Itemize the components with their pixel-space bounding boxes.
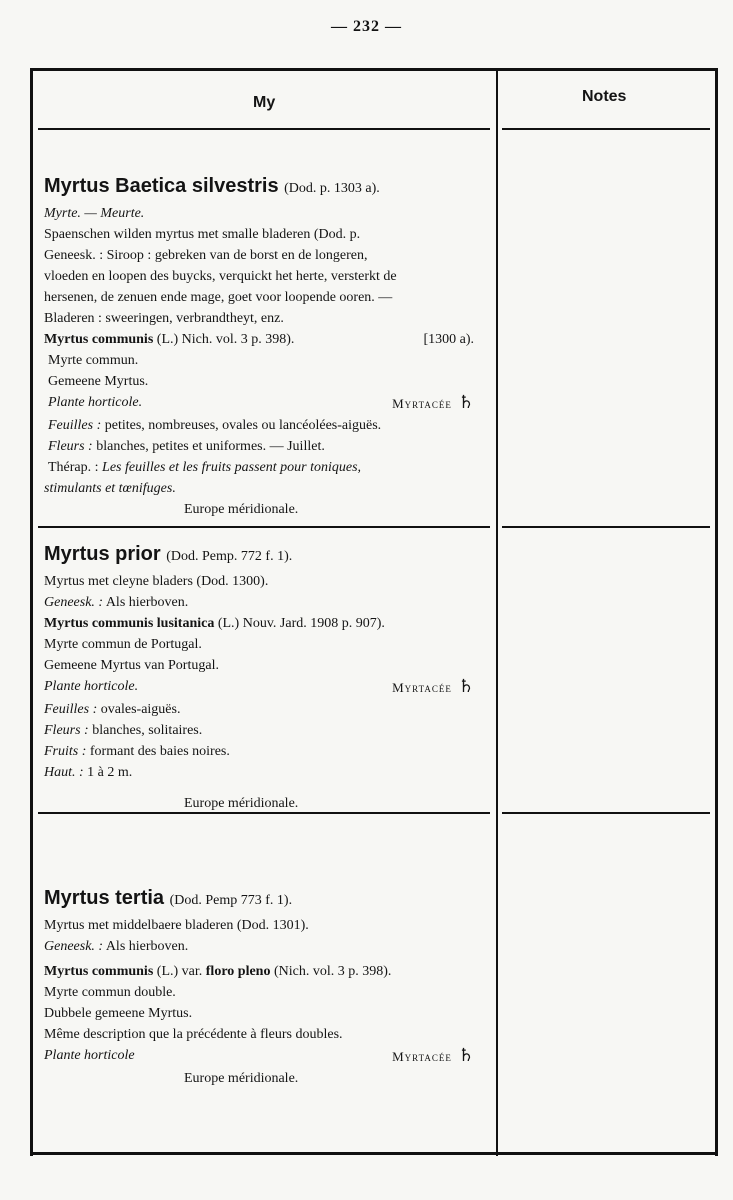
entry-title: Myrtus tertia (Dod. Pemp 773 f. 1). (44, 887, 293, 909)
text-line: Geneesk. : Siroop : gebreken van de borst en de longeren, (44, 248, 368, 263)
synonym-line: Myrtus communis (L.) var. floro pleno (Nich. vol. 3 p. 398). (44, 964, 392, 979)
common-name-nl: Gemeene Myrtus. (48, 374, 149, 389)
common-name-fr: Myrte commun double. (44, 985, 176, 1000)
entry-myrtus-prior (44, 540, 484, 814)
fruits-line: Fruits : formant des baies noires. (44, 744, 230, 759)
shrub-symbol-icon: ♄ (457, 1045, 474, 1065)
header-rule-right (502, 128, 710, 130)
common-name-nl: Gemeene Myrtus van Portugal. (44, 658, 219, 673)
text-line: Spaenschen wilden myrtus met smalle bladeren (Dod. p. (44, 227, 361, 242)
description-line: Même description que la précédente à fleurs doubles. (44, 1027, 343, 1042)
column-header-my: My (253, 94, 276, 111)
region: Europe méridionale. (184, 1071, 299, 1086)
shrub-symbol-icon: ♄ (457, 676, 474, 696)
entry-title: Myrtus Baetica silvestris (Dod. p. 1303 a). (44, 175, 380, 197)
plante-line: Plante horticole. Myrtacée ♄ (48, 392, 474, 412)
haut-line: Haut. : 1 à 2 m. (44, 765, 133, 780)
synonym-line: Myrtus communis lusitanica (L.) Nouv. Jard. 1908 p. 907). (44, 616, 385, 631)
table-bottom-rule (30, 1152, 718, 1155)
page-number: — 232 — (331, 18, 402, 35)
text-line: Bladeren : sweeringen, verbrandtheyt, enz. (44, 311, 284, 326)
table-right-rule (715, 68, 718, 1156)
fleurs-line: Fleurs : blanches, solitaires. (44, 723, 203, 738)
feuilles-line: Feuilles : petites, nombreuses, ovales ou lancéolées-aiguës. (48, 418, 382, 433)
section-rule-left-1 (38, 526, 490, 528)
text-line: vloeden en loopen des buycks, verquickt het herte, versterkt de (44, 269, 397, 284)
section-rule-right-2 (502, 812, 710, 814)
therap-line-2: stimulants et tœnifuges. (44, 481, 176, 496)
geneesk-line: Geneesk. : Als hierboven. (44, 595, 189, 610)
common-name-fr: Myrte commun. (48, 353, 139, 368)
common-name-fr: Myrte commun de Portugal. (44, 637, 202, 652)
common-name-nl: Dubbele gemeene Myrtus. (44, 1006, 193, 1021)
entry-myrtus-baetica (44, 172, 484, 520)
text-line: Myrtus met middelbaere bladeren (Dod. 1301). (44, 918, 309, 933)
header-rule-left (38, 128, 490, 130)
region: Europe méridionale. (184, 502, 299, 517)
geneesk-line: Geneesk. : Als hierboven. (44, 939, 189, 954)
synonym-line: Myrtus communis (L.) Nich. vol. 3 p. 398). [1300 a). (44, 332, 474, 347)
plante-line: Plante horticole Myrtacée ♄ (44, 1045, 474, 1065)
therap-line: Thérap. : Les feuilles et les fruits passent pour toniques, (48, 460, 362, 475)
table-top-rule (30, 68, 718, 71)
table-left-rule (30, 68, 33, 1156)
shrub-symbol-icon: ♄ (457, 392, 474, 412)
plante-line: Plante horticole. Myrtacée ♄ (44, 676, 474, 696)
text-line: hersenen, de zenuen ende mage, goet voor loopende ooren. — (44, 290, 393, 305)
column-divider (496, 68, 498, 1156)
vernacular-names: Myrte. — Meurte. (44, 206, 145, 221)
feuilles-line: Feuilles : ovales-aiguës. (44, 702, 181, 717)
fleurs-line: Fleurs : blanches, petites et uniformes. — Juillet. (48, 439, 325, 454)
section-rule-right-1 (502, 526, 710, 528)
entry-title: Myrtus prior (Dod. Pemp. 772 f. 1). (44, 543, 293, 565)
column-header-notes: Notes (582, 88, 627, 105)
entry-myrtus-tertia (44, 884, 484, 1089)
text-line: Myrtus met cleyne bladers (Dod. 1300). (44, 574, 269, 589)
region: Europe méridionale. (184, 796, 299, 811)
